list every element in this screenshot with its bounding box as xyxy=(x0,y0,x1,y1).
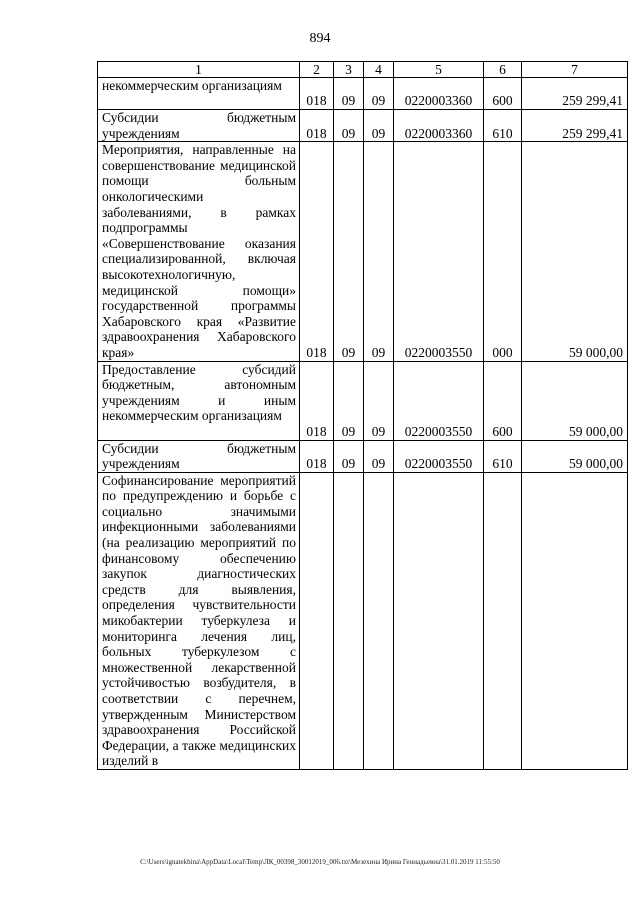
table-row xyxy=(98,78,628,110)
table-row xyxy=(98,110,628,142)
row-code-cell: 09 xyxy=(334,440,364,472)
row-code-cell: 018 xyxy=(300,440,334,472)
table-row xyxy=(98,472,628,769)
page-number: 894 xyxy=(309,31,331,46)
row-code-cell xyxy=(364,472,394,769)
table-header-row xyxy=(98,62,628,78)
row-code-cell: 09 xyxy=(334,110,364,142)
row-code-cell: 018 xyxy=(300,361,334,440)
row-amount-cell: 259 299,41 xyxy=(522,110,628,142)
row-code-cell: 018 xyxy=(300,142,334,361)
row-code-cell: 09 xyxy=(334,142,364,361)
header-cell: 4 xyxy=(364,62,394,78)
table-row xyxy=(98,142,628,361)
row-code-cell: 09 xyxy=(364,110,394,142)
row-code-cell: 0220003550 xyxy=(394,440,484,472)
row-code-cell xyxy=(300,472,334,769)
header-cell: 2 xyxy=(300,62,334,78)
row-amount-cell: 259 299,41 xyxy=(522,78,628,110)
row-code-cell: 610 xyxy=(484,110,522,142)
table-row xyxy=(98,361,628,440)
row-amount-cell: 59 000,00 xyxy=(522,142,628,361)
row-code-cell: 09 xyxy=(364,361,394,440)
row-code-cell: 600 xyxy=(484,78,522,110)
row-code-cell: 0220003360 xyxy=(394,78,484,110)
row-code-cell: 0220003550 xyxy=(394,361,484,440)
header-cell: 7 xyxy=(522,62,628,78)
row-code-cell: 000 xyxy=(484,142,522,361)
row-name-cell: Софинансирование мероприятий по предупреждению и борьбе с социально значимыми инфекционными заболеваниями (на реализацию мероприятий по финансовому обеспечению закупок диагностических средств для выявления, определения чувствительности микобактерии туберкулеза и мониторинга лечения лиц, больных туберкулезом с множественной лекарственной устойчивостью возбудителя, в соответствии с перечнем, утвержденным Министерством здравоохранения Российской Федерации, а также медицинских изделий в xyxy=(98,472,300,769)
row-name-cell: Мероприятия, направленные на совершенствование медицинской помощи больным онкологическими заболеваниями, в рамках подпрограммы «Совершенствование оказания специализированной, включая высокотехнологичную, медицинской помощи» государственной программы Хабаровского края «Развитие здравоохранения Хабаровского края» xyxy=(98,142,300,361)
row-code-cell: 0220003550 xyxy=(394,142,484,361)
footer-file-path: C:\Users\ignatekhina\AppData\Local\Temp\ЛК_00398_30012019_006.txt\Мезехина Ирина Геннадьевна\31.01.2019 11:55:50 xyxy=(140,858,500,866)
row-code-cell xyxy=(394,472,484,769)
header-cell: 6 xyxy=(484,62,522,78)
row-amount-cell xyxy=(522,472,628,769)
row-code-cell xyxy=(334,472,364,769)
row-code-cell: 09 xyxy=(364,440,394,472)
row-name-cell: Субсидии бюджетным учреждениям xyxy=(98,110,300,142)
row-code-cell: 018 xyxy=(300,78,334,110)
row-code-cell: 09 xyxy=(334,78,364,110)
row-code-cell: 09 xyxy=(334,361,364,440)
row-code-cell: 018 xyxy=(300,110,334,142)
header-cell: 5 xyxy=(394,62,484,78)
row-code-cell xyxy=(484,472,522,769)
row-code-cell: 0220003360 xyxy=(394,110,484,142)
row-code-cell: 600 xyxy=(484,361,522,440)
row-code-cell: 09 xyxy=(364,78,394,110)
header-cell: 3 xyxy=(334,62,364,78)
header-cell: 1 xyxy=(98,62,300,78)
row-name-cell: Субсидии бюджетным учреждениям xyxy=(98,440,300,472)
row-code-cell: 09 xyxy=(364,142,394,361)
row-amount-cell: 59 000,00 xyxy=(522,361,628,440)
row-code-cell: 610 xyxy=(484,440,522,472)
row-name-cell: Предоставление субсидий бюджетным, автономным учреждениям и иным некоммерческим организациям xyxy=(98,361,300,440)
row-amount-cell: 59 000,00 xyxy=(522,440,628,472)
budget-table xyxy=(97,61,628,770)
table-body xyxy=(98,62,628,770)
table-row xyxy=(98,440,628,472)
row-name-cell: некоммерческим организациям xyxy=(98,78,300,110)
